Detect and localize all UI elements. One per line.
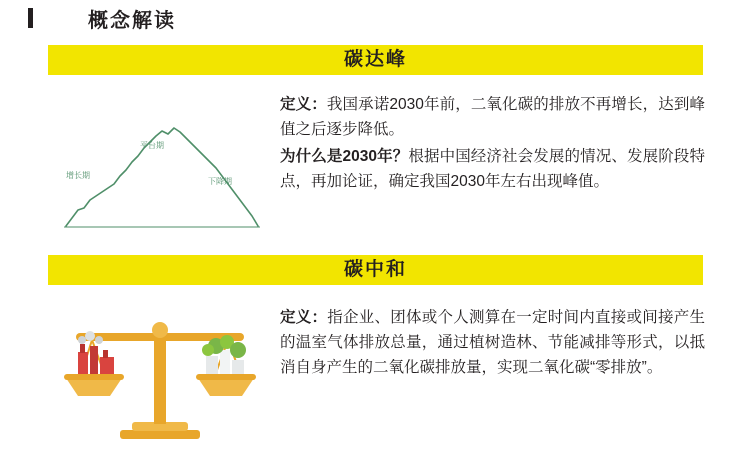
peak-label-plateau: 平台期 bbox=[140, 141, 164, 150]
carbon-neutral-text bbox=[280, 305, 705, 382]
peak-curve-icon bbox=[58, 98, 268, 233]
definition-lead: 定义： bbox=[280, 96, 327, 113]
peak-label-decline: 下降期 bbox=[208, 177, 232, 186]
carbon-peak-text bbox=[280, 92, 705, 196]
section-banner-carbon-neutral: 碳中和 bbox=[48, 255, 703, 285]
definition-paragraph bbox=[280, 92, 705, 142]
section-banner-carbon-peak: 碳达峰 bbox=[48, 45, 703, 75]
balance-scale-illustration bbox=[52, 300, 267, 445]
neutral-definition-paragraph bbox=[280, 305, 705, 380]
peak-label-growth: 增长期 bbox=[66, 171, 90, 180]
carbon-peak-chart-illustration bbox=[58, 98, 268, 233]
why2030-paragraph bbox=[280, 144, 705, 194]
why2030-lead: 为什么是2030年？ bbox=[280, 148, 409, 166]
why2030-body: 根据中国经济社会发展的情况、发展阶段特点，再加论证，确定我国2030年左右出现峰值。 bbox=[280, 148, 705, 191]
balance-scale-icon bbox=[52, 300, 267, 445]
neutral-definition-lead: 定义： bbox=[280, 309, 328, 326]
page-title: 概念解读 bbox=[88, 10, 176, 32]
definition-body: 我国承诺2030年前，二氧化碳的排放不再增长，达到峰值之后逐步降低。 bbox=[280, 96, 705, 139]
page-header bbox=[0, 0, 750, 40]
neutral-definition-body: 指企业、团体或个人测算在一定时间内直接或间接产生的温室气体排放总量，通过植树造林、节能减排等形式，以抵消自身产生的二氧化碳排放量，实现二氧化碳“零排放”。 bbox=[280, 309, 705, 377]
header-accent-bar bbox=[28, 8, 33, 28]
